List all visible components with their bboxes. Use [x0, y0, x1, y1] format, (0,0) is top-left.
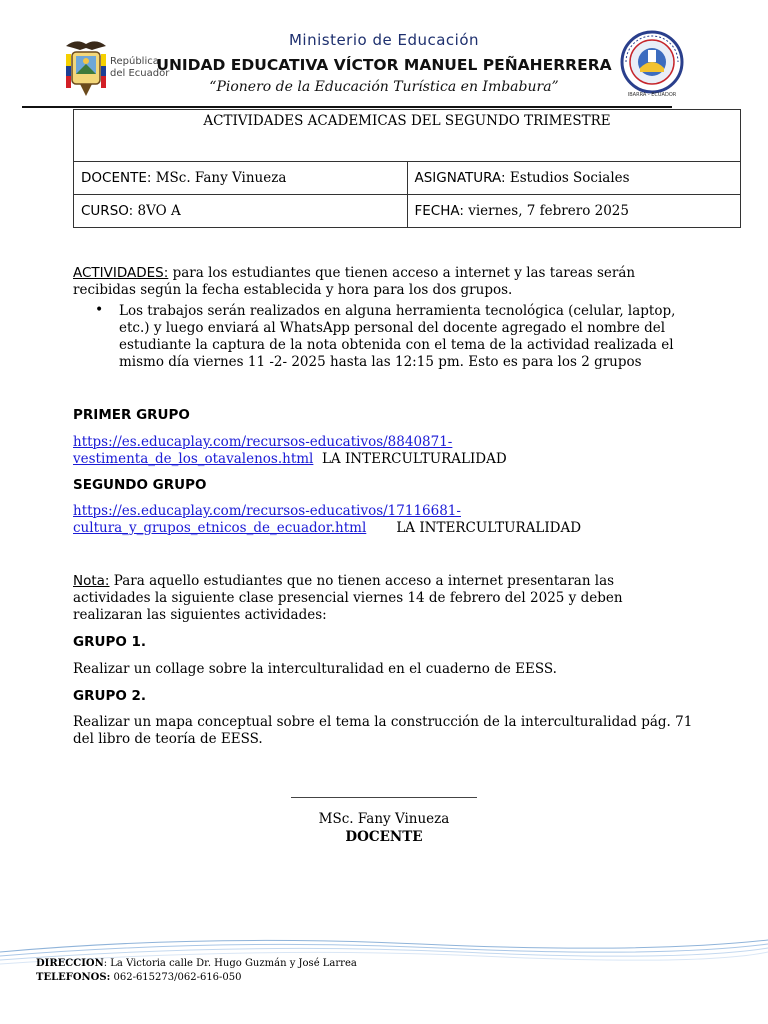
table-title-row [74, 110, 741, 162]
curso-label: CURSO: [81, 203, 134, 219]
direccion-label: DIRECCION [36, 958, 104, 969]
info-table [73, 109, 741, 228]
signature-name: MSc. Fany Vinueza [318, 811, 450, 827]
list-item [73, 303, 693, 371]
fecha-value: viernes, 7 febrero 2025 [463, 203, 629, 219]
actividades-text: para los estudiantes que tienen acceso a internet y las tareas serán recibidas según la fecha establecida y hora para los dos grupos. [73, 265, 636, 298]
asignatura-label: ASIGNATURA: [414, 170, 506, 186]
fecha-cell [407, 195, 741, 228]
actividades-list [73, 303, 693, 371]
telefonos-value: 062-615273/062-616-050 [110, 972, 242, 983]
primer-grupo-heading: PRIMER GRUPO [73, 407, 190, 423]
docente-cell [74, 162, 408, 195]
curso-value: 8VO A [133, 203, 181, 219]
republic-line-1: República [110, 56, 159, 67]
segundo-grupo-line [73, 503, 693, 537]
republic-line-2: del Ecuador [110, 68, 170, 79]
primer-grupo-link[interactable]: https://es.educaplay.com/recursos-educativos/8840871-vestimenta_de_los_otavalenos.html [73, 434, 453, 467]
bullet-icon: • [95, 302, 104, 318]
docente-value: MSc. Fany Vinueza [151, 170, 287, 186]
school-motto: “Pionero de la Educación Turística en Imbabura” [209, 79, 559, 95]
signature-role: DOCENTE [345, 829, 423, 845]
actividades-paragraph [73, 265, 693, 299]
school-name: UNIDAD EDUCATIVA VÍCTOR MANUEL PEÑAHERRERA [156, 56, 612, 74]
segundo-grupo-topic: LA INTERCULTURALIDAD [396, 520, 582, 536]
docente-label: DOCENTE: [81, 170, 152, 186]
curso-cell [74, 195, 408, 228]
signature-line [291, 797, 477, 798]
primer-grupo-topic: LA INTERCULTURALIDAD [321, 451, 507, 467]
table-title: ACTIVIDADES ACADEMICAS DEL SEGUNDO TRIMESTRE [74, 110, 741, 162]
footer-direccion [36, 957, 357, 971]
asignatura-value: Estudios Sociales [505, 170, 630, 186]
actividades-label: ACTIVIDADES: [73, 265, 169, 281]
fecha-label: FECHA: [414, 203, 464, 219]
asignatura-cell [407, 162, 741, 195]
nota-text: Para aquello estudiantes que no tienen acceso a internet presentaran las actividades la siguiente clase presencial viernes 14 de febrero del 2025 y deben realizaran las siguientes actividades: [73, 573, 623, 623]
grupo-2-text: Realizar un mapa conceptual sobre el tema la construcción de la interculturalidad pág. 71 del libro de teoría de EESS. [73, 714, 693, 747]
segundo-grupo-link[interactable]: https://es.educaplay.com/recursos-educativos/17116681-cultura_y_grupos_etnicos_de_ecuador.html [73, 503, 461, 536]
footer-contact [36, 957, 357, 985]
seal-caption: IBARRA - ECUADOR [627, 92, 677, 98]
ministry-title: Ministerio de Educación [288, 31, 480, 49]
nota-label: Nota: [73, 573, 110, 589]
header-divider [22, 106, 672, 108]
school-seal-icon [620, 30, 684, 94]
segundo-grupo-heading: SEGUNDO GRUPO [73, 477, 207, 493]
telefonos-label: TELEFONOS: [36, 972, 111, 983]
footer-telefonos [36, 971, 357, 985]
bullet-text: Los trabajos serán realizados en alguna herramienta tecnológica (celular, laptop, etc.) y luego enviará al WhatsApp personal del docente agregado el nombre del estudiante la captura de la nota obtenida con el tema de la actividad realizada el mismo día viernes 11 -2- 2025 hasta las 12:15 pm. Esto es para los 2 grupos [119, 303, 676, 370]
grupo-1-heading: GRUPO 1. [73, 634, 147, 650]
primer-grupo-line [73, 434, 693, 468]
direccion-value: : La Victoria calle Dr. Hugo Guzmán y José Larrea [103, 958, 357, 969]
table-row [74, 195, 741, 228]
grupo-2-heading: GRUPO 2. [73, 688, 147, 704]
grupo-1-text: Realizar un collage sobre la interculturalidad en el cuaderno de EESS. [73, 661, 557, 677]
table-row [74, 162, 741, 195]
nota-paragraph [73, 573, 693, 624]
